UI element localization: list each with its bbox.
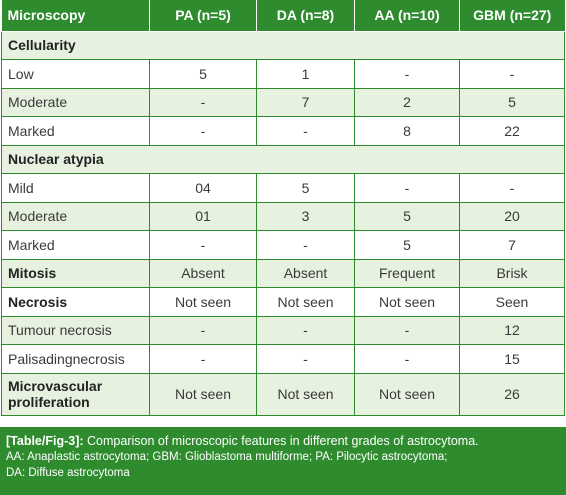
table-row (2, 88, 565, 117)
section-nuclear-atypia: Nuclear atypia (2, 145, 565, 174)
cell-gbm: 5 (460, 88, 565, 117)
header-da: DA (n=8) (257, 0, 355, 31)
cell-aa: - (355, 316, 460, 345)
table-row (2, 316, 565, 345)
cell-aa: 8 (355, 117, 460, 146)
cell-pa: - (150, 88, 257, 117)
figure-label: [Table/Fig-3]: (6, 434, 84, 448)
cell-pa: Absent (150, 259, 257, 288)
cell-gbm: 26 (460, 373, 565, 415)
cell-aa: Frequent (355, 259, 460, 288)
cell-aa: - (355, 174, 460, 203)
table-row (2, 117, 565, 146)
row-label-microvascular: Microvascular proliferation (2, 373, 150, 415)
row-label-mitosis: Mitosis (2, 259, 150, 288)
cell-aa: - (355, 345, 460, 374)
cell-da: 3 (257, 202, 355, 231)
cell-gbm: Seen (460, 288, 565, 317)
cell-da: - (257, 231, 355, 260)
cell-gbm: 12 (460, 316, 565, 345)
header-pa: PA (n=5) (150, 0, 257, 31)
figure-caption (0, 427, 566, 495)
row-label: Tumour necrosis (2, 316, 150, 345)
cell-da: Not seen (257, 288, 355, 317)
cell-pa: - (150, 231, 257, 260)
table-row (2, 288, 565, 317)
cell-gbm: 7 (460, 231, 565, 260)
row-label: Low (2, 60, 150, 89)
table-row (2, 202, 565, 231)
cell-aa: Not seen (355, 288, 460, 317)
row-label: Marked (2, 117, 150, 146)
cell-gbm: Brisk (460, 259, 565, 288)
cell-da: Absent (257, 259, 355, 288)
table-row (2, 231, 565, 260)
cell-pa: Not seen (150, 373, 257, 415)
header-gbm: GBM (n=27) (460, 0, 565, 31)
cell-pa: - (150, 117, 257, 146)
table-section-row (2, 31, 565, 60)
cell-da: Not seen (257, 373, 355, 415)
table-row (2, 345, 565, 374)
cell-gbm: - (460, 60, 565, 89)
cell-da: - (257, 316, 355, 345)
cell-gbm: 22 (460, 117, 565, 146)
cell-da: 1 (257, 60, 355, 89)
cell-pa: 01 (150, 202, 257, 231)
cell-da: - (257, 345, 355, 374)
table-row (2, 174, 565, 203)
cell-pa: 04 (150, 174, 257, 203)
table-row (2, 373, 565, 415)
cell-pa: 5 (150, 60, 257, 89)
cell-pa: - (150, 345, 257, 374)
row-label: Moderate (2, 202, 150, 231)
cell-pa: Not seen (150, 288, 257, 317)
cell-gbm: - (460, 174, 565, 203)
row-label: Marked (2, 231, 150, 260)
abbreviations-line-2: DA: Diffuse astrocytoma (6, 466, 130, 479)
table-header-row (2, 0, 565, 31)
cell-aa: 5 (355, 231, 460, 260)
header-microscopy: Microscopy (2, 0, 150, 31)
abbreviations-line-1: AA: Anaplastic astrocytoma; GBM: Glioblastoma multiforme; PA: Pilocytic astrocytoma; (6, 451, 448, 463)
table-row (2, 259, 565, 288)
microscopy-table (1, 0, 565, 416)
cell-da: - (257, 117, 355, 146)
section-cellularity: Cellularity (2, 31, 565, 60)
cell-aa: - (355, 60, 460, 89)
table-section-row (2, 145, 565, 174)
cell-gbm: 15 (460, 345, 565, 374)
cell-aa: 2 (355, 88, 460, 117)
table-row (2, 60, 565, 89)
cell-da: 5 (257, 174, 355, 203)
row-label: Palisadingnecrosis (2, 345, 150, 374)
cell-aa: Not seen (355, 373, 460, 415)
cell-gbm: 20 (460, 202, 565, 231)
header-aa: AA (n=10) (355, 0, 460, 31)
cell-pa: - (150, 316, 257, 345)
row-label-necrosis: Necrosis (2, 288, 150, 317)
row-label: Mild (2, 174, 150, 203)
figure-title: Comparison of microscopic features in different grades of astrocytoma. (87, 434, 479, 448)
cell-aa: 5 (355, 202, 460, 231)
row-label: Moderate (2, 88, 150, 117)
cell-da: 7 (257, 88, 355, 117)
